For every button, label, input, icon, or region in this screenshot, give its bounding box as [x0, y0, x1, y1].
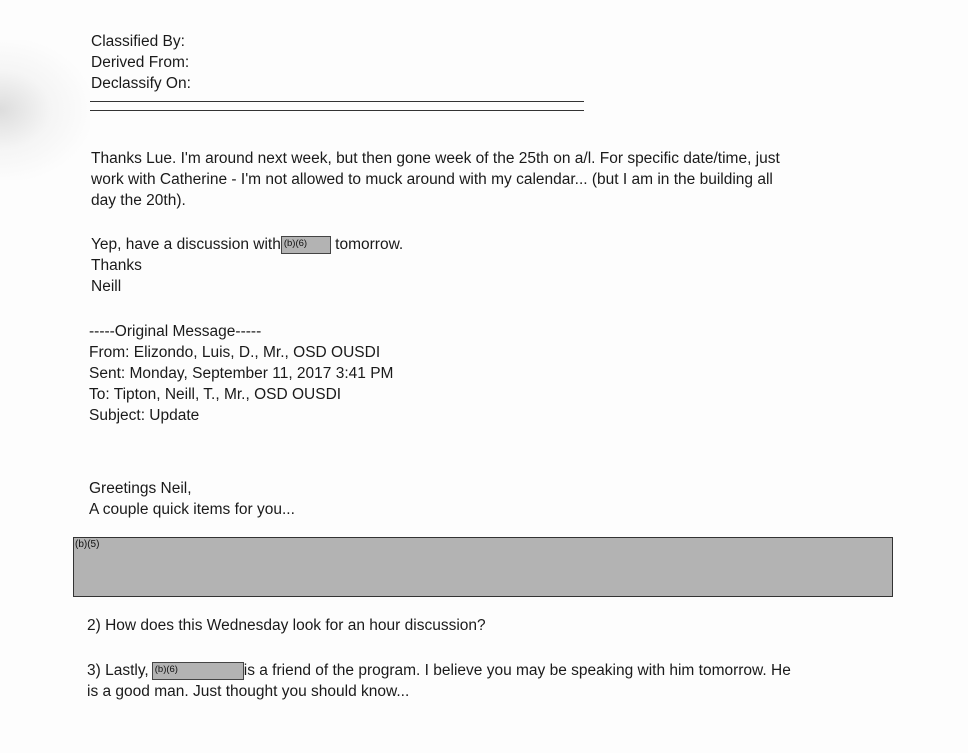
redaction-b6-inline: (b)(6): [281, 236, 331, 254]
redaction-b6-inline-2: (b)(6): [152, 662, 244, 680]
item-2: 2) How does this Wednesday look for an hour discussion?: [87, 617, 486, 634]
item-3-tail: is a friend of the program. I believe you may be speaking with him tomorrow. He: [243, 662, 791, 679]
subject-line: Subject: Update: [89, 407, 200, 424]
item-3: [87, 660, 791, 702]
derived-from-label: Derived From:: [91, 54, 190, 71]
reply-paragraph-1: [91, 148, 780, 211]
item-3-lead: 3) Lastly,: [87, 662, 149, 679]
scan-shadow: [0, 40, 90, 180]
reply-paragraph-2: [91, 234, 403, 297]
message-greeting: [89, 478, 295, 520]
sent-line: Sent: Monday, September 11, 2017 3:41 PM: [89, 365, 394, 382]
to-line: To: Tipton, Neill, T., Mr., OSD OUSDI: [89, 386, 342, 403]
reply-line-1: Thanks Lue. I'm around next week, but then gone week of the 25th on a/l. For specific date/time, just: [91, 150, 780, 167]
greeting-line: Greetings Neil,: [89, 480, 192, 497]
item-3-line-2: is a good man. Just thought you should know...: [87, 683, 410, 700]
separator-line: [90, 101, 584, 111]
reply-discussion-line: [91, 234, 403, 255]
classified-by-label: Classified By:: [91, 33, 185, 50]
reply-signature: Neill: [91, 278, 122, 295]
reply-discussion-text: Yep, have a discussion with: [91, 236, 281, 253]
item-3-line-1: [87, 660, 791, 681]
original-message-marker: -----Original Message-----: [89, 323, 262, 340]
reply-line-3: day the 20th).: [91, 192, 186, 209]
redaction-b5-block: [73, 537, 893, 597]
original-message-header: [89, 321, 393, 426]
reply-discussion-tail: tomorrow.: [335, 236, 404, 253]
intro-line: A couple quick items for you...: [89, 501, 295, 518]
redaction-b5-label: (b)(5): [75, 539, 100, 550]
reply-thanks: Thanks: [91, 257, 142, 274]
from-line: From: Elizondo, Luis, D., Mr., OSD OUSDI: [89, 344, 381, 361]
declassify-on-label: Declassify On:: [91, 75, 191, 92]
classification-header: [91, 31, 191, 94]
reply-line-2: work with Catherine - I'm not allowed to muck around with my calendar... (but I am in the building all: [91, 171, 773, 188]
